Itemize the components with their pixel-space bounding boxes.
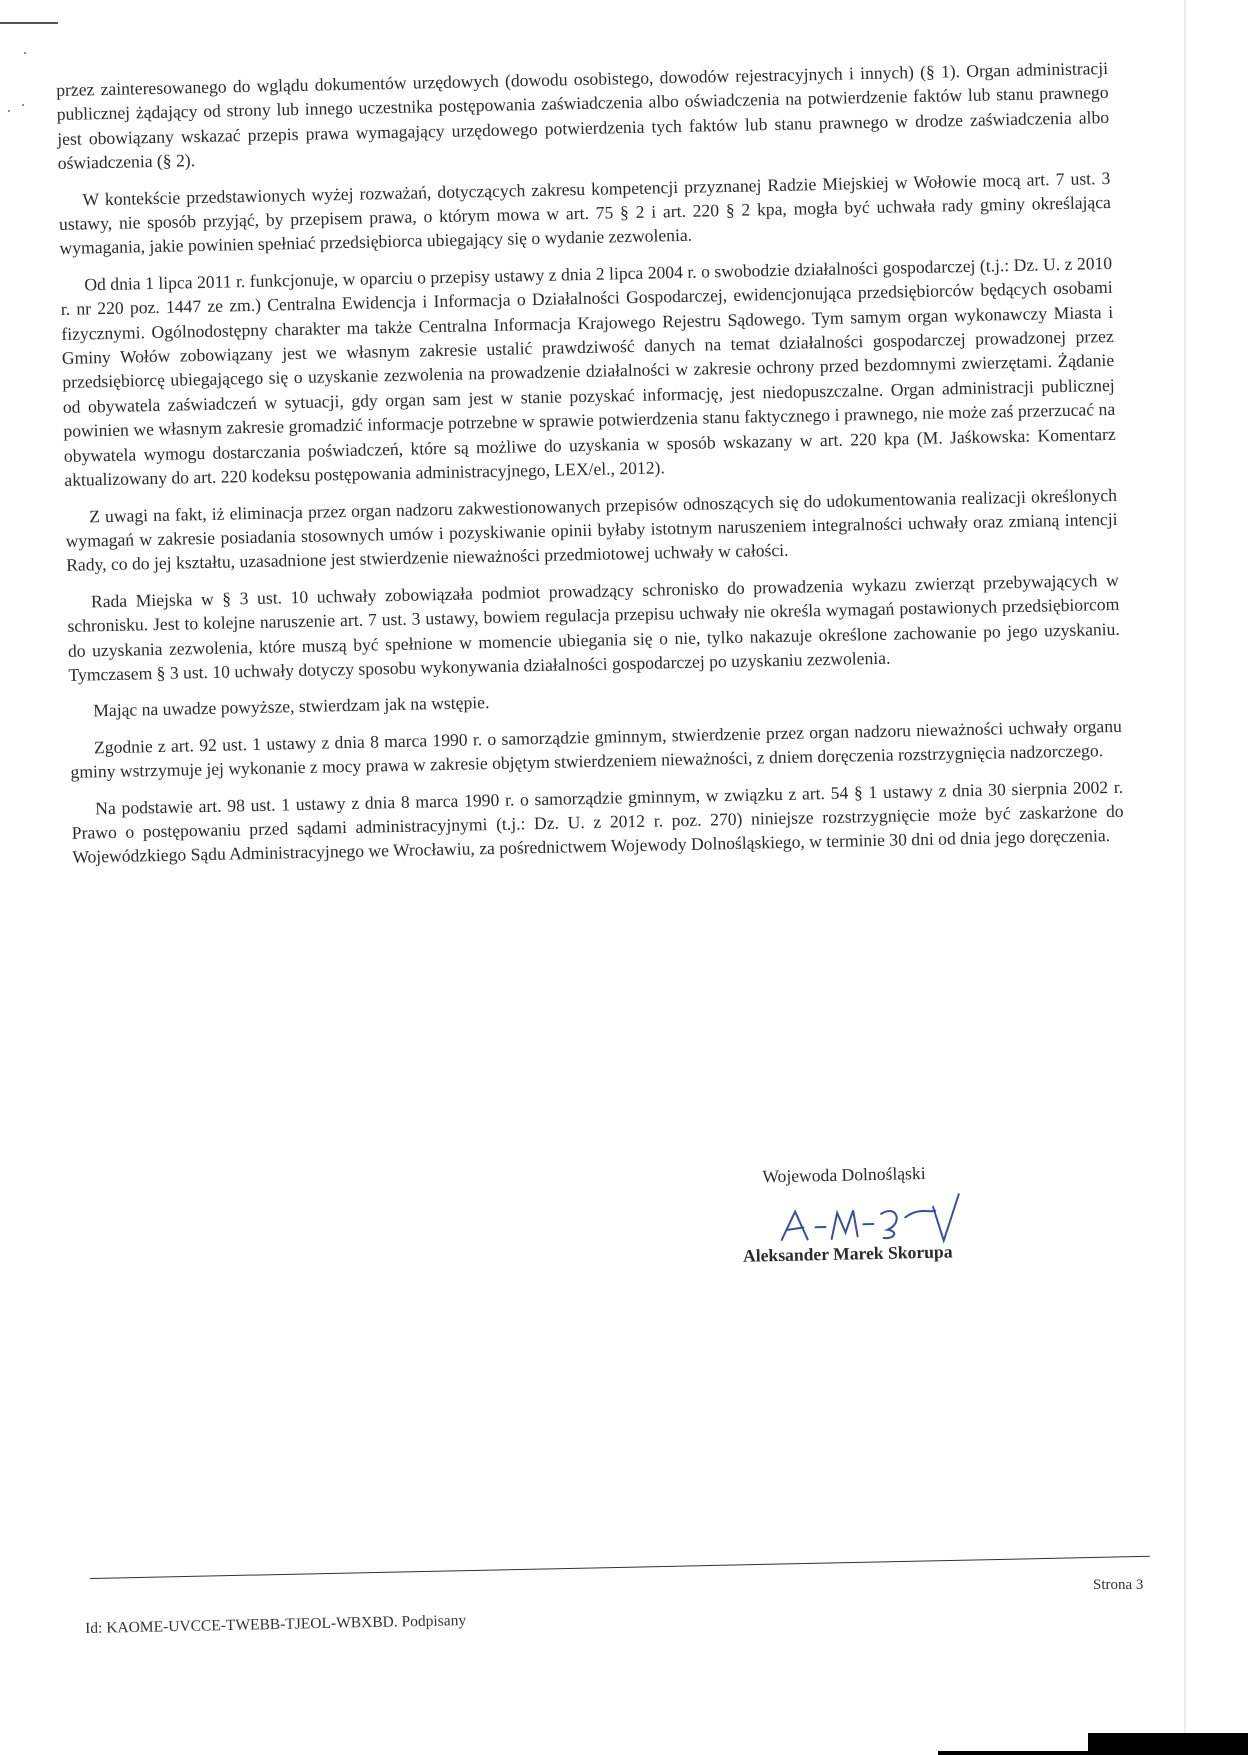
page-number: Strona 3: [1093, 1577, 1144, 1593]
paragraph: Rada Miejska w § 3 ust. 10 uchwały zobowiązała podmiot prowadzący schronisko do prowadzenia wykazu zwierząt przebywających w schronisku. Jest to kolejne naruszenie art. 7 ust. 3 ustawy, bowiem regulacja przepisu uchwały nie określa wymagań postawionych przedsiębiorcom do uzyskania zezwolenia, które muszą być spełnione w momencie ubiegania się o nie, tylko nakazuje określone zachowanie po jego uzyskaniu. Tymczasem § 3 ust. 10 uchwały dotyczy sposobu wykonywania działalności gospodarczej po uzyskaniu zezwolenia.: [67, 569, 1120, 685]
scan-speck: [8, 110, 10, 112]
paragraph: Od dnia 1 lipca 2011 r. funkcjonuje, w oparciu o przepisy ustawy z dnia 2 lipca 2004 r. o swobodzie działalności gospodarczej (t.j.: Dz. U. z 2010 r. nr 220 poz. 1447 ze zm.) Centralna Ewidencja i Informacja o Działalności Gospodarczej, ewidencjonująca przedsiębiorców będących osobami fizycznymi. Ogólnodostępny charakter ma także Centralna Informacja Krajowego Rejestru Sądowego. Tym samym organ wykonawczy Miasta i Gminy Wołów zobowiązany jest we własnym zakresie ustalić prawdziwość danych na temat działalności gospodarczej prowadzonej przez przedsiębiorcę ubiegającego się o uzyskanie zezwolenia na prowadzenie działalności w zakresie ochrony przed bezdomnymi zwierzętami. Żądanie od obywatela zaświadczeń w sytuacji, gdy organ sam jest w stanie pozyskać informację, jest niedopuszczalne. Organ administracji publicznej powinien we własnym zakresie gromadzić informacje potrzebne w sprawie potwierdzenia stanu faktycznego i prawnego, nie może zaś przerzucać na obywatela wymogu dostarczania poświadczeń, które są możliwe do uzyskania w sposób wskazany w art. 220 kpa (M. Jaśkowska: Komentarz aktualizowany do art. 220 kodeksu postępowania administracyjnego, LEX/el., 2012).: [60, 252, 1116, 491]
paragraph: przez zainteresowanego do wglądu dokumentów urzędowych (dowodu osobistego, dowodów rejestracyjnych i innych) (§ 1). Organ administracji publicznej żądający od strony lub innego uczestnika postępowania zaświadczenia albo oświadczenia na potwierdzenie faktów lub stanu prawnego jest obowiązany wskazać przepis prawa wymagający urzędowego potwierdzenia tych faktów lub stanu prawnego w drodze zaświadczenia albo oświadczenia (§ 2).: [56, 57, 1110, 174]
scan-corner-line: [938, 1751, 1088, 1755]
paragraph: Z uwagi na fakt, iż eliminacja przez organ nadzoru zakwestionowanych przepisów odnoszących się do udokumentowania realizacji określonych wymagań w zakresie posiadania stosownych umów i pozyskiwanie opinii byłaby istotnym naruszeniem integralności uchwały oraz zmianą intencji Rady, co do jej kształtu, uzasadnione jest stwierdzenie nieważności przedmiotowej uchwały w całości.: [65, 484, 1118, 576]
scan-corner-shadow: [1088, 1733, 1248, 1755]
signature-block: [725, 1155, 1025, 1266]
page-edge-shadow: [1184, 0, 1186, 1755]
document-body: [56, 56, 1125, 882]
paragraph: Mając na uwadze powyższe, stwierdzam jak na wstępie.: [93, 692, 490, 721]
paragraph: Zgodnie z art. 92 ust. 1 ustawy z dnia 8 marca 1990 r. o samorządzie gminnym, stwierdzenie przez organ nadzoru nieważności uchwały organu gminy wstrzymuje jej wykonanie z mocy prawa w zakresie objętym stwierdzeniem nieważności, z dniem doręczenia rozstrzygnięcia nadzorczego.: [70, 715, 1123, 783]
footer-rule: [90, 1556, 1150, 1579]
signatory-title: Wojewoda Dolnośląski: [762, 1162, 926, 1187]
paragraph: Na podstawie art. 98 ust. 1 ustawy z dnia 8 marca 1990 r. o samorządzie gminnym, w związku z art. 54 § 1 ustawy z dnia 30 sierpnia 2002 r. Prawo o postępowaniu przed sądami administracyjnymi (t.j.: Dz. U. z 2012 r. poz. 270) niniejsze rozstrzygnięcie może być zaskarżone do Wojewódzkiego Sądu Administracyjnego we Wrocławiu, za pośrednictwem Wojewody Dolnośląskiego, w terminie 30 dni od dnia jego doręczenia.: [71, 776, 1124, 868]
scan-edge-mark: [0, 22, 58, 24]
scan-speck: [22, 104, 24, 106]
paragraph: W kontekście przedstawionych wyżej rozważań, dotyczących zakresu kompetencji przyznanej Radzie Miejskiej w Wołowie mocą art. 7 ust. 3 ustawy, nie sposób przyjąć, by przepisem prawa, o którym mowa w art. 75 § 2 i art. 220 § 2 kpa, mogła być uchwała rady gminy określająca wymagania, jakie powinien spełniać przedsiębiorca ubiegający się o wydanie zezwolenia.: [58, 167, 1112, 259]
scan-speck: [24, 52, 26, 54]
document-id: Id: KAOME-UVCCE-TWEBB-TJEOL-WBXBD. Podpisany: [85, 1612, 467, 1637]
signatory-name: Aleksander Marek Skorupa: [742, 1241, 953, 1266]
